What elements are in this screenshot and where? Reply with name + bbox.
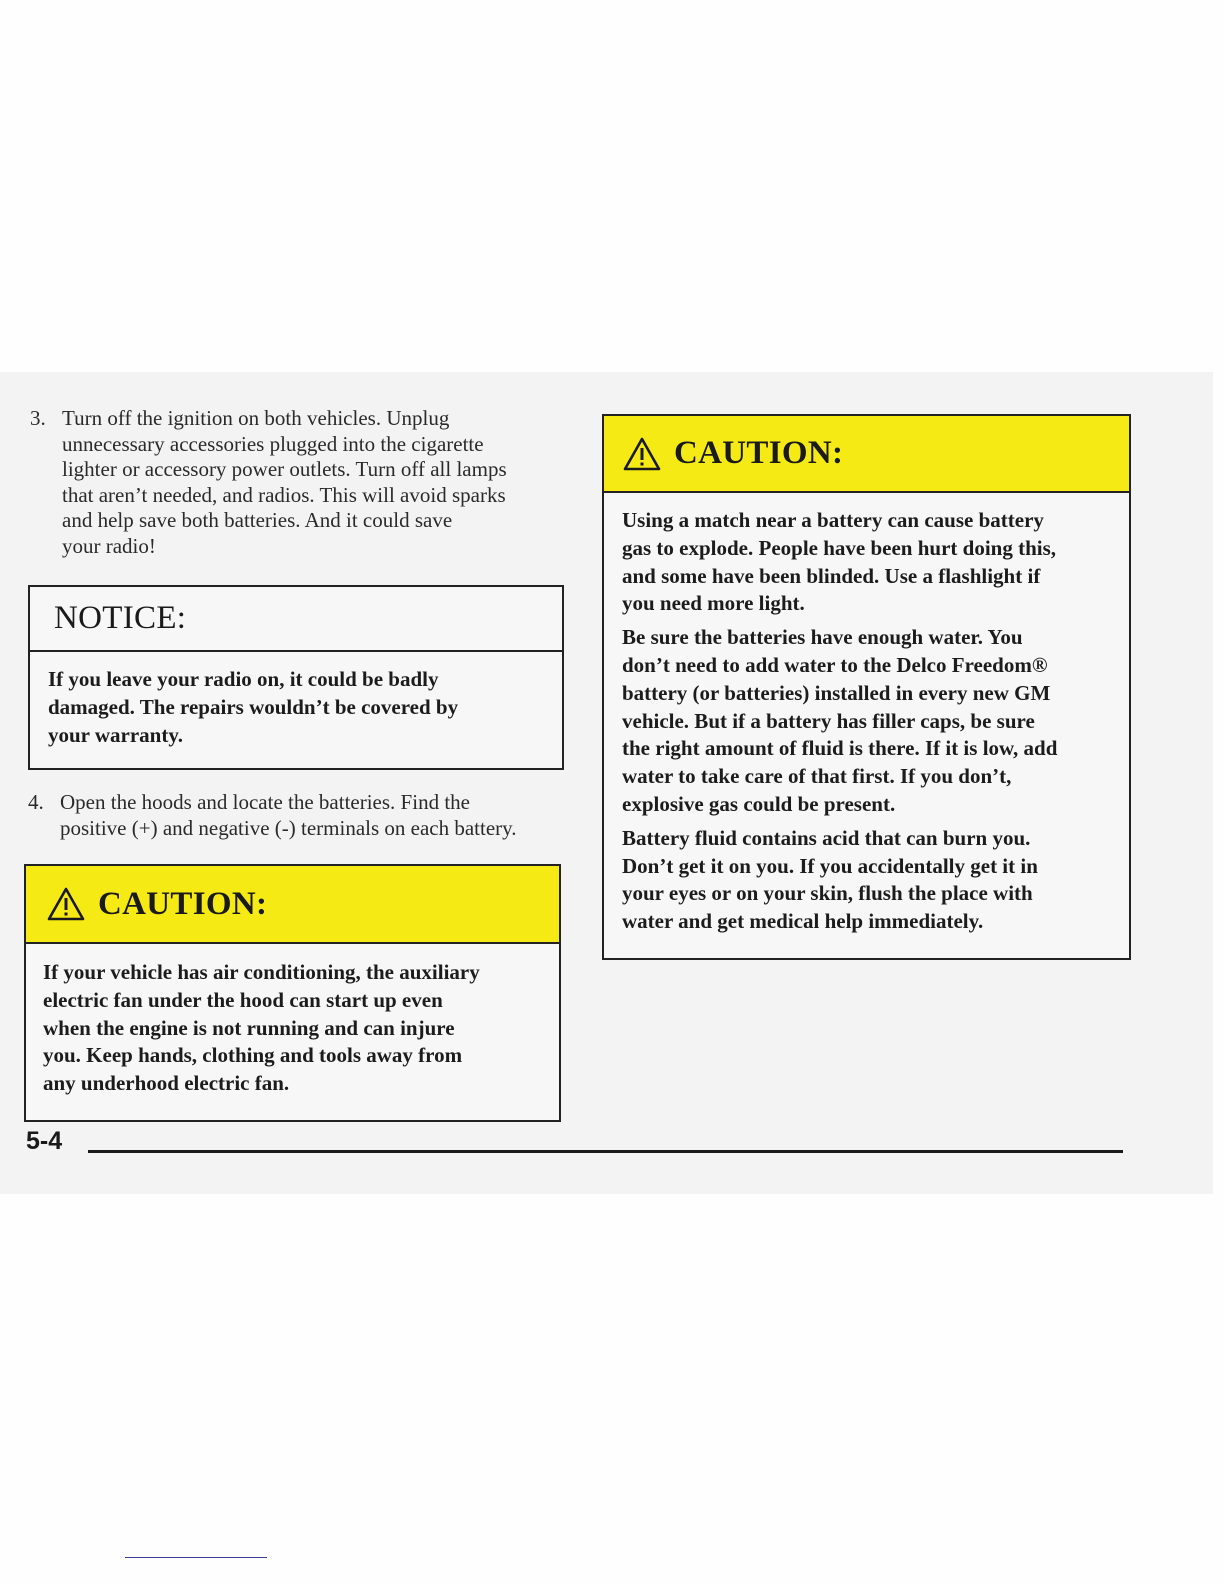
notice-box [28, 585, 564, 770]
text-line: Don’t get it on you. If you accidentally get it in [622, 853, 1038, 878]
text-line: water to take care of that first. If you don’t, [622, 764, 1012, 789]
text-line: Battery fluid contains acid that can burn you. [622, 825, 1031, 850]
text-line: don’t need to add water to the Delco Freedom® [622, 652, 1048, 677]
notice-header [30, 587, 562, 652]
text-line: gas to explode. People have been hurt doing this, [622, 535, 1057, 560]
caution-box-left [24, 864, 561, 1122]
footer-rule [88, 1150, 1123, 1153]
caution-title: CAUTION: [98, 885, 268, 922]
step-text [60, 790, 517, 841]
page-number: 5-4 [26, 1127, 63, 1155]
text-line: Using a match near a battery can cause battery [622, 508, 1044, 532]
notice-body [30, 652, 562, 749]
warning-triangle-icon [622, 436, 662, 472]
caution-body [26, 944, 559, 1098]
text-line: the right amount of fluid is there. If it is low, add [622, 736, 1058, 761]
caution-body [604, 493, 1129, 936]
text-line: your eyes or on your skin, flush the place with [622, 881, 1033, 906]
text-line: electric fan under the hood can start up even [43, 987, 443, 1012]
text-line: If your vehicle has air conditioning, the auxiliary [43, 960, 480, 984]
text-line: your warranty. [48, 722, 183, 747]
step-number: 3. [30, 406, 46, 430]
text-line: explosive gas could be present. [622, 791, 896, 816]
text-line: vehicle. But if a battery has filler caps, be sure [622, 708, 1035, 733]
step-4 [28, 790, 568, 845]
text-line: your radio! [62, 533, 156, 558]
notice-title: NOTICE: [54, 600, 187, 636]
text-line: water and get medical help immediately. [622, 909, 984, 934]
caution-header [26, 866, 559, 944]
warning-triangle-icon [46, 886, 86, 922]
text-line: you need more light. [622, 591, 805, 616]
footnote-divider [125, 1557, 267, 1558]
text-line: If you leave your radio on, it could be badly [48, 667, 439, 691]
caution-header [604, 416, 1129, 493]
caution-paragraph [622, 624, 1129, 819]
text-line: Open the hoods and locate the batteries. Find the [60, 790, 470, 814]
text-line: that aren’t needed, and radios. This will avoid sparks [62, 482, 506, 507]
text-line: Be sure the batteries have enough water. You [622, 625, 1023, 650]
caution-paragraph [622, 507, 1129, 618]
caution-title: CAUTION: [674, 435, 844, 471]
text-line: lighter or accessory power outlets. Turn off all lamps [62, 457, 507, 481]
text-line: when the engine is not running and can injure [43, 1015, 455, 1040]
text-line: and some have been blinded. Use a flashlight if [622, 563, 1041, 588]
text-line: positive (+) and negative (-) terminals on each battery. [60, 815, 517, 840]
text-line: you. Keep hands, clothing and tools away from [43, 1043, 463, 1068]
text-line: any underhood electric fan. [43, 1071, 290, 1096]
caution-paragraph [622, 825, 1129, 936]
step-3 [30, 406, 570, 566]
text-line: damaged. The repairs wouldn’t be covered by [48, 694, 459, 719]
text-line: Turn off the ignition on both vehicles. Unplug [62, 406, 450, 430]
text-line: and help save both batteries. And it could save [62, 508, 453, 532]
text-line: battery (or batteries) installed in every new GM [622, 680, 1051, 705]
step-text [62, 406, 507, 559]
step-number: 4. [28, 790, 44, 814]
text-line: unnecessary accessories plugged into the cigarette [62, 431, 484, 456]
caution-box-right [602, 414, 1131, 960]
